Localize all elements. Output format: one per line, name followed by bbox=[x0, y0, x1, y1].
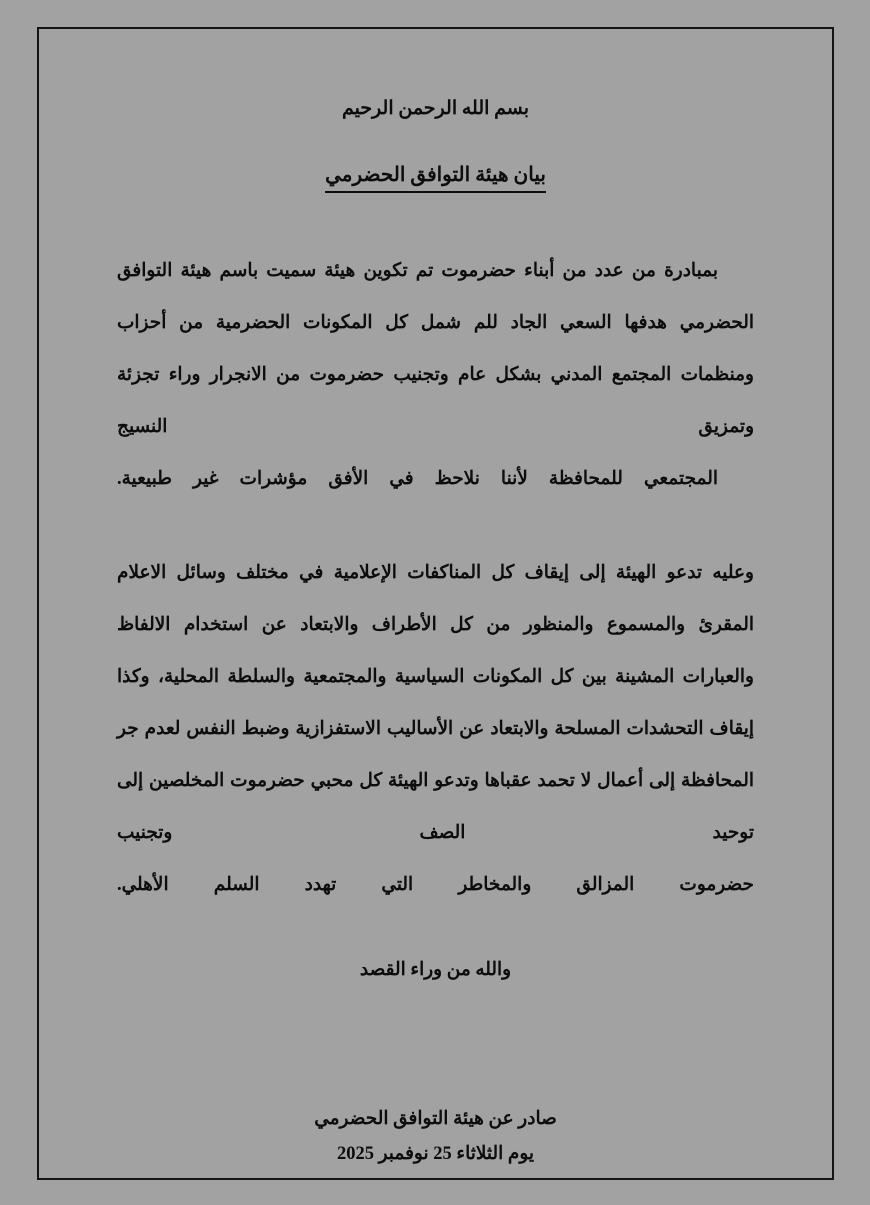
paragraph-1-line-1: بمبادرة من عدد من أبناء حضرموت تم تكوين هيئة سميت باسم هيئة التوافق bbox=[117, 260, 718, 281]
document-content-area bbox=[39, 29, 832, 1178]
paragraph-2 bbox=[117, 547, 754, 859]
signature-block bbox=[117, 1102, 754, 1170]
paragraph-1-last-line-wrap bbox=[117, 453, 754, 505]
paragraph-2-line-5: عقباها وتدعو الهيئة كل محبي حضرموت المخلصين إلى توحيد الصف وتجنيب bbox=[117, 770, 754, 843]
signature-date: يوم الثلاثاء 25 نوفمبر 2025 bbox=[336, 1143, 535, 1164]
basmala-heading: بسم الله الرحمن الرحيم bbox=[341, 98, 530, 119]
paragraph-1-line-3: المجتمع المدني بشكل عام وتجنيب حضرموت من الانجرار وراء تجزئة وتمزيق النسيج bbox=[117, 364, 754, 437]
paragraph-2-block bbox=[117, 547, 754, 911]
paragraph-2-last-line-wrap bbox=[117, 859, 754, 911]
paragraph-1-block bbox=[117, 245, 754, 505]
page-title-text: بيان هيئة التوافق الحضرمي bbox=[325, 161, 546, 193]
paragraph-2-line-3: بين كل المكونات السياسية والمجتمعية والسلطة المحلية، وكذا إيقاف التحشدات المسلحة bbox=[117, 666, 755, 739]
paragraph-1-line-4: المجتمعي للمحافظة لأننا نلاحظ في الأفق مؤشرات غير طبيعية. bbox=[117, 468, 718, 489]
paragraph-2-line-6: حضرموت المزالق والمخاطر التي تهدد السلم الأهلي. bbox=[117, 874, 754, 895]
paragraph-1-line-2: الحضرمي هدفها السعي الجاد للم شمل كل المكونات الحضرمية من أحزاب ومنظمات bbox=[117, 312, 754, 385]
paragraph-1 bbox=[117, 245, 754, 453]
signature-issuer: صادر عن هيئة التوافق الحضرمي bbox=[314, 1109, 557, 1130]
paragraph-2-line-4: والابتعاد عن الأساليب الاستفزازية وضبط النفس لعدم جر المحافظة إلى أعمال لا تحمد bbox=[117, 718, 755, 791]
page-title bbox=[117, 161, 754, 193]
paragraph-2-line-1: وعليه تدعو الهيئة إلى إيقاف كل المناكفات الإعلامية في مختلف وسائل الاعلام المقرئ bbox=[117, 562, 755, 635]
paragraph-2-line-2: والمسموع والمنظور من كل الأطراف والابتعاد عن استخدام الالفاظ والعبارات المشينة bbox=[117, 614, 754, 687]
document-border-frame bbox=[37, 27, 834, 1180]
closing-invocation: والله من وراء القصد bbox=[359, 959, 512, 980]
